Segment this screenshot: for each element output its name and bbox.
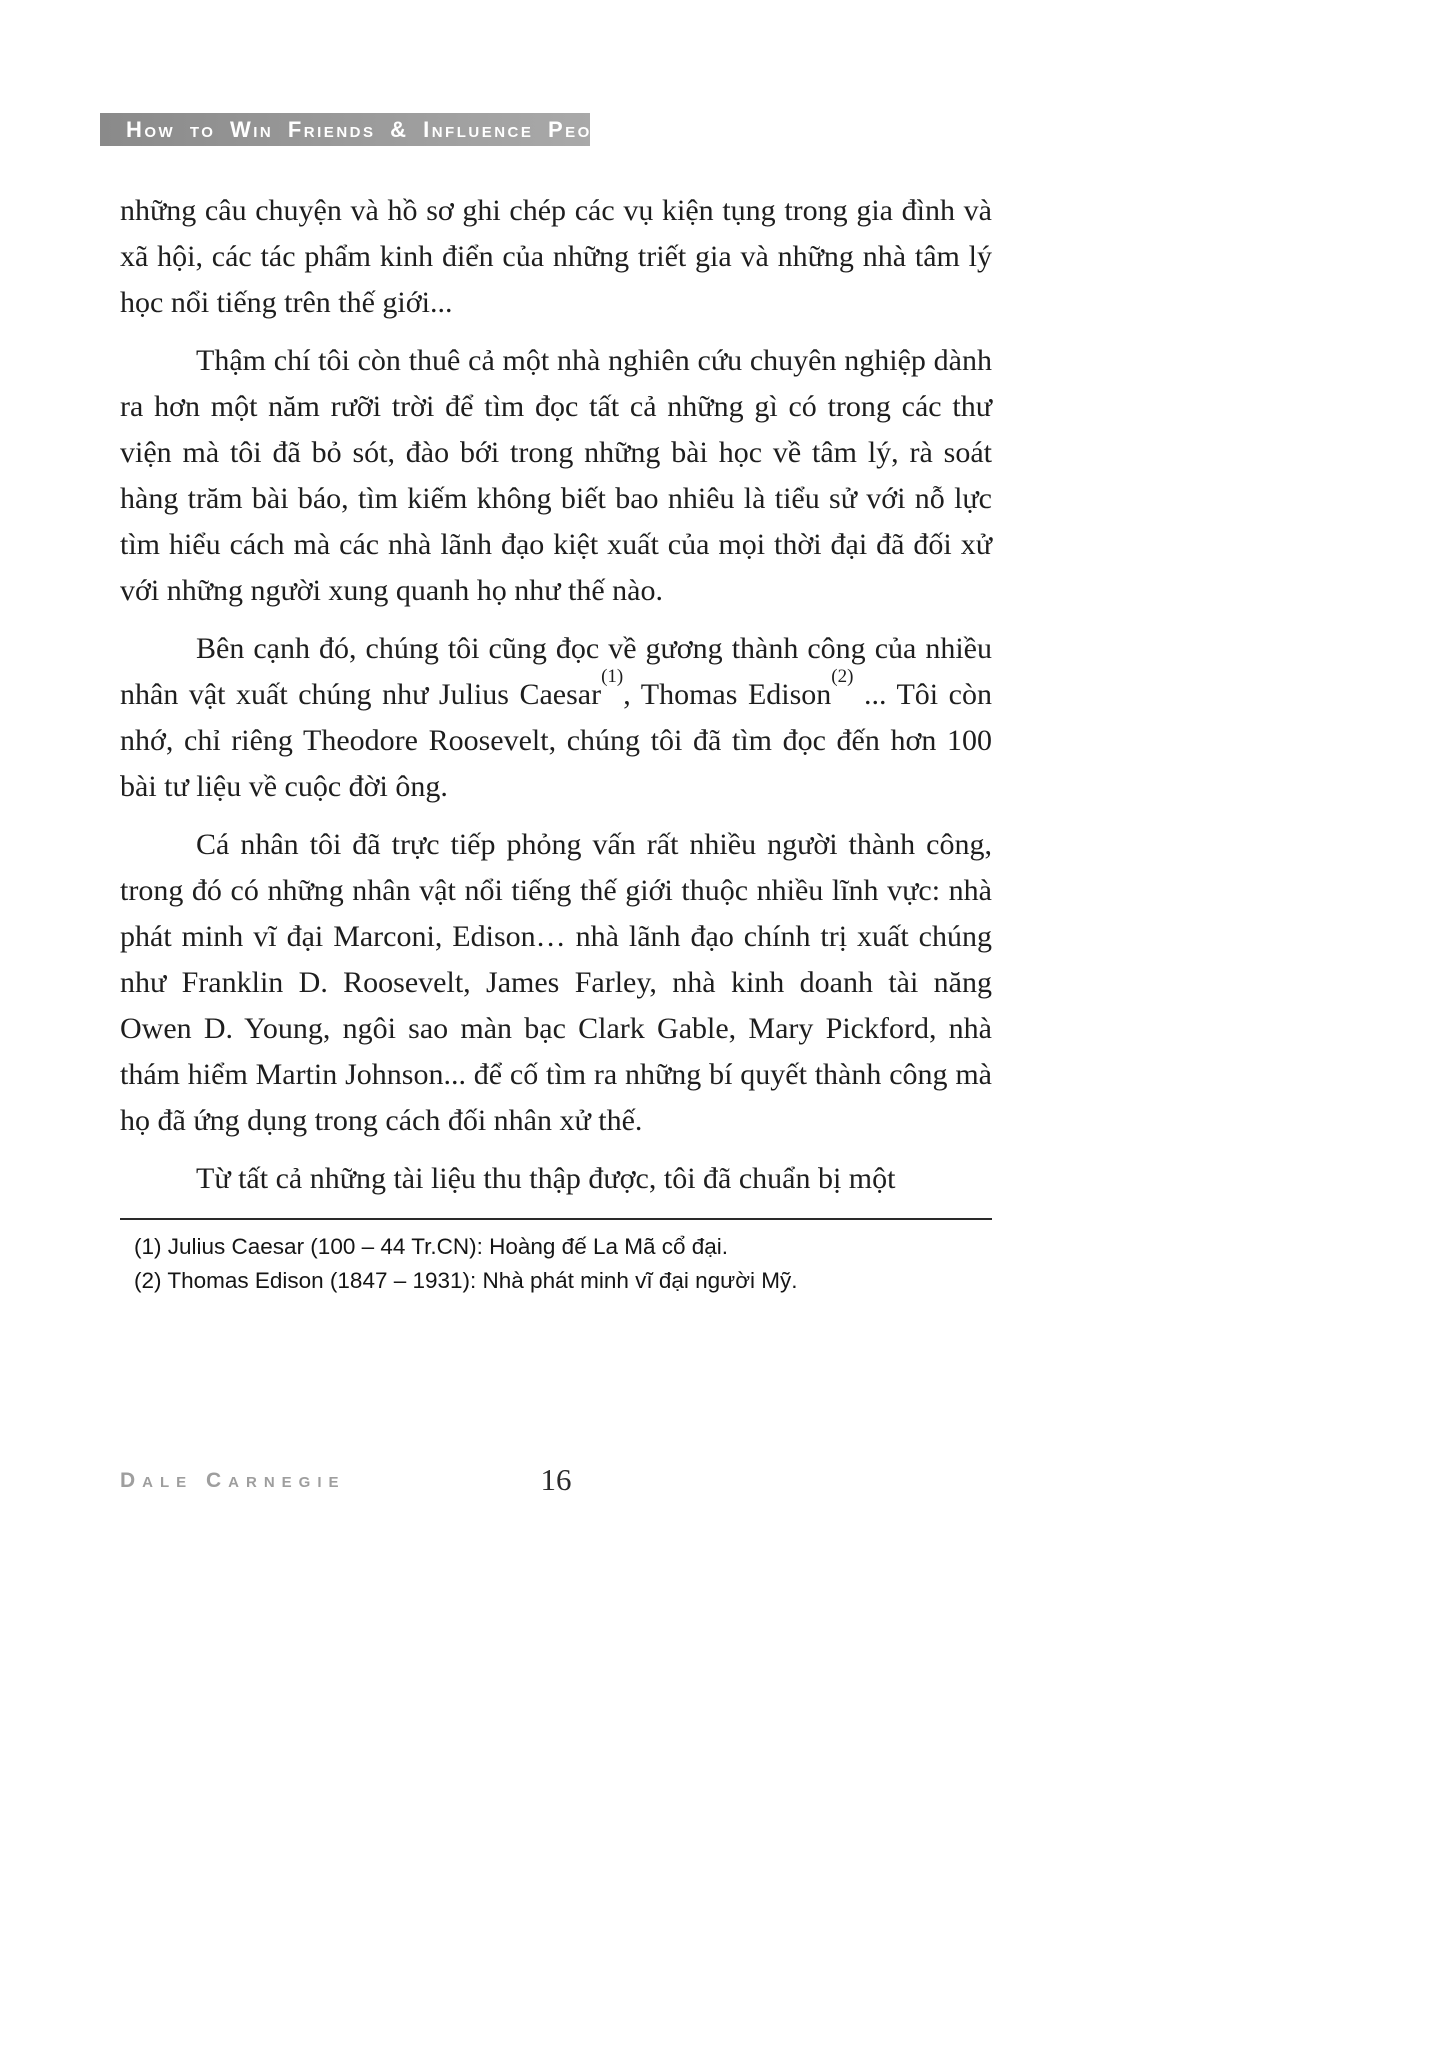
running-header xyxy=(100,113,629,146)
footnote-2: (2) Thomas Edison (1847 – 1931): Nhà phát minh vĩ đại người Mỹ. xyxy=(134,1268,798,1293)
paragraph-segment: Bên cạnh đó, chúng tôi cũng đọc về gương thành công của nhiều nhân vật xuất chúng như Julius Caesar xyxy=(120,632,992,711)
page-body xyxy=(120,188,992,1298)
paragraph-2: Thậm chí tôi còn thuê cả một nhà nghiên cứu chuyên nghiệp dành ra hơn một năm rưỡi trời để tìm đọc tất cả những gì có trong các thư viện mà tôi đã bỏ sót, đào bới trong những bài học về tâm lý, rà soát hàng trăm bài báo, tìm kiếm không biết bao nhiêu là tiểu sử với nỗ lực tìm hiểu cách mà các nhà lãnh đạo kiệt xuất của mọi thời đại đã đối xử với những người xung quanh họ như thế nào. xyxy=(120,344,992,607)
page-footer xyxy=(120,1462,992,1506)
paragraph-1: những câu chuyện và hồ sơ ghi chép các vụ kiện tụng trong gia đình và xã hội, các tác phẩm kinh điển của những triết gia và những nhà tâm lý học nổi tiếng trên thế giới... xyxy=(120,194,992,319)
running-header-title: How to Win Friends & Influence People xyxy=(126,116,629,142)
page-number: 16 xyxy=(540,1462,572,1497)
footer-author: Dale Carnegie xyxy=(120,1469,346,1492)
paragraph-segment: ... Tôi còn nhớ, chỉ riêng Theodore Roosevelt, chúng tôi đã tìm đọc đến hơn 100 bài tư liệu về cuộc đời ông. xyxy=(120,678,992,803)
footnotes xyxy=(120,1220,992,1298)
footnote-ref-2: (2) xyxy=(831,666,854,687)
paragraph-5: Từ tất cả những tài liệu thu thập được, tôi đã chuẩn bị một xyxy=(196,1162,896,1195)
footnote-ref-1: (1) xyxy=(601,666,624,687)
paragraph-segment: , Thomas Edison xyxy=(623,678,832,711)
paragraph-3 xyxy=(120,626,992,810)
paragraph-4: Cá nhân tôi đã trực tiếp phỏng vấn rất nhiều người thành công, trong đó có những nhân vật nổi tiếng thế giới thuộc nhiều lĩnh vực: nhà phát minh vĩ đại Marconi, Edison… nhà lãnh đạo chính trị xuất chúng như Franklin D. Roosevelt, James Farley, nhà kinh doanh tài năng Owen D. Young, ngôi sao màn bạc Clark Gable, Mary Pickford, nhà thám hiểm Martin Johnson... để cố tìm ra những bí quyết thành công mà họ đã ứng dụng trong cách đối nhân xử thế. xyxy=(120,828,992,1137)
footnote-1: (1) Julius Caesar (100 – 44 Tr.CN): Hoàng đế La Mã cổ đại. xyxy=(134,1234,729,1259)
